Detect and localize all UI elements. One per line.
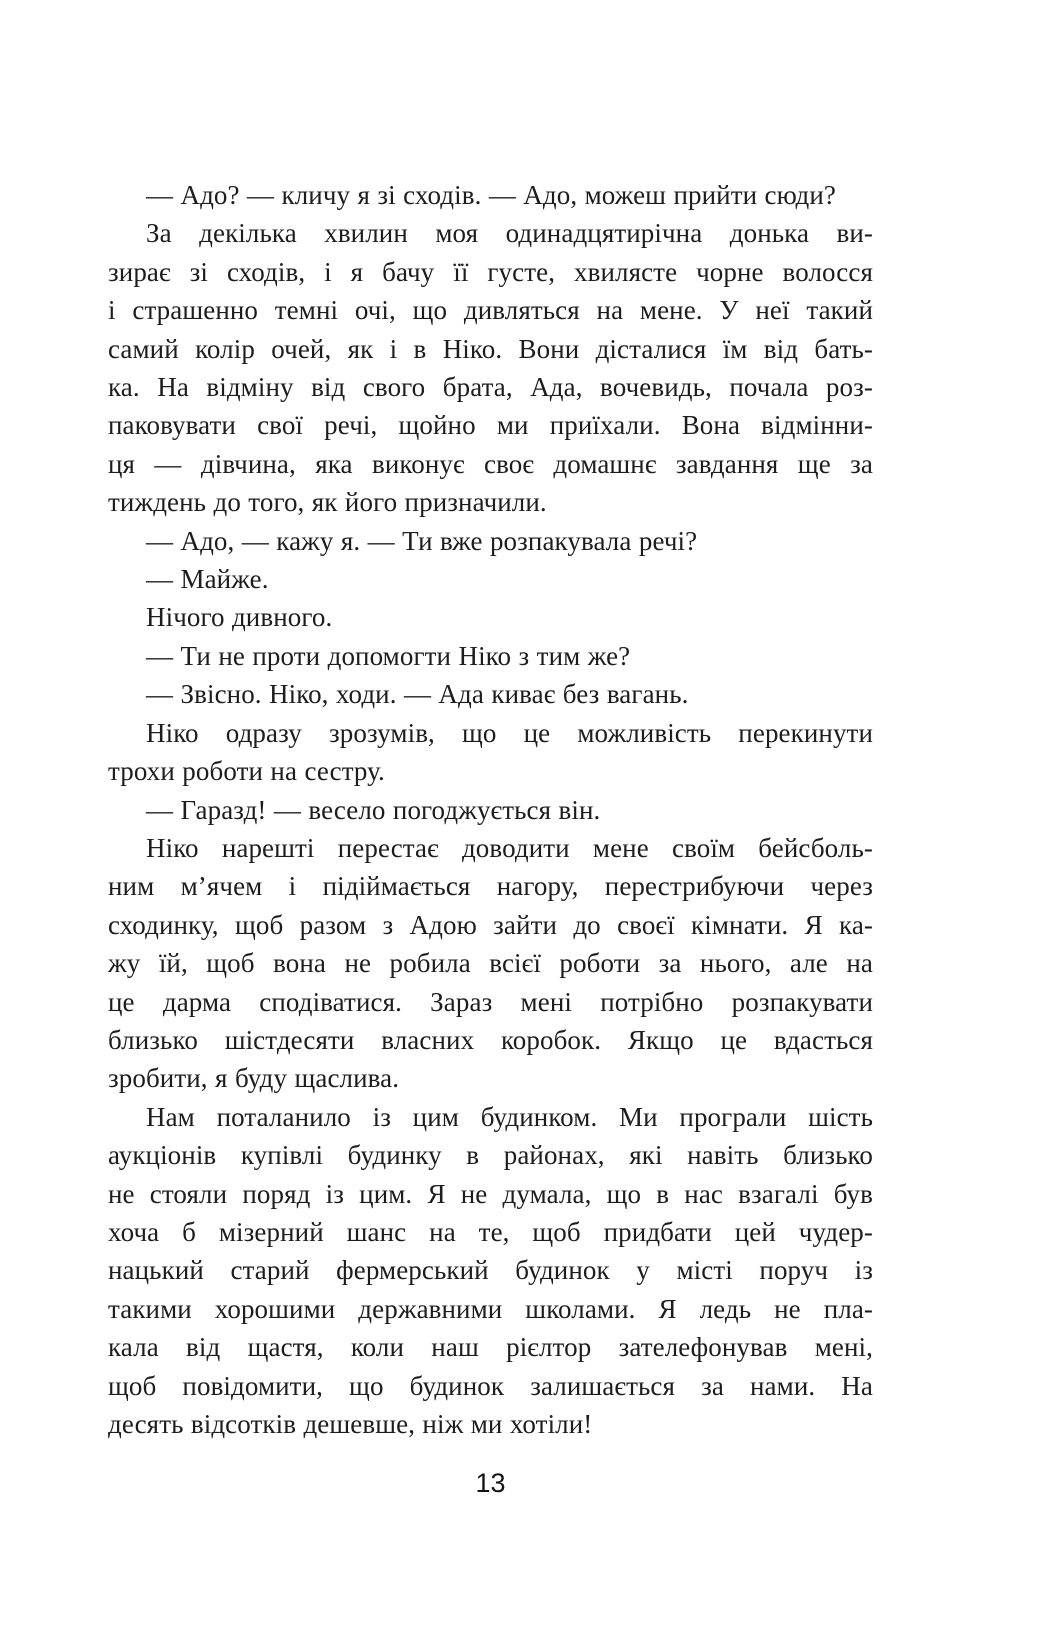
text-line: такими хорошими державними школами. Я ледь не пла- <box>108 1293 873 1324</box>
text-line: — Адо, — кажу я. — Ти вже розпакувала речі? <box>146 525 698 556</box>
text-line: — Майже. <box>146 564 269 595</box>
text-line: Ніко нарешті перестає доводити мене своїм бейсболь- <box>146 832 873 863</box>
text-line: паковувати свої речі, щойно ми приїхали. Вона відмінни- <box>108 410 873 441</box>
text-line: Ніко одразу зрозумів, що це можливість перекинути <box>146 717 873 748</box>
text-line: десять відсотків дешевше, ніж ми хотіли! <box>108 1409 593 1439</box>
text-line: не стояли поряд із цим. Я не думала, що в нас взагалі був <box>108 1178 873 1209</box>
text-line: і страшенно темні очі, що дивляться на мене. У неї такий <box>108 295 873 326</box>
text-line: Нічого дивного. <box>146 602 333 633</box>
page-number: 13 <box>475 1468 506 1498</box>
text-line: ця — дівчина, яка виконує своє домашнє завдання ще за <box>108 448 873 479</box>
text-line: зирає зі сходів, і я бачу її густе, хвилясте чорне волосся <box>108 256 873 287</box>
text-line: зробити, я буду щаслива. <box>108 1063 400 1094</box>
text-line: — Звісно. Ніко, ходи. — Ада киває без вагань. <box>146 679 689 710</box>
text-line: — Гаразд! — весело погоджується він. <box>146 794 601 825</box>
text-line: це дарма сподіватися. Зараз мені потрібно розпакувати <box>108 986 873 1017</box>
text-line: тиждень до того, як його призначили. <box>108 487 547 518</box>
text-line: самий колір очей, як і в Ніко. Вони дісталися їм від бать- <box>108 333 873 364</box>
text-line: — Адо? — кличу я зі сходів. — Адо, можеш прийти сюди? <box>146 180 836 210</box>
text-line: Нам поталанило із цим будинком. Ми програли шість <box>146 1101 873 1132</box>
text-line: жу їй, щоб вона не робила всієї роботи за нього, але на <box>108 948 873 979</box>
text-line: щоб повідомити, що будинок залишається за нами. На <box>108 1370 873 1401</box>
text-line: хоча б мізерний шанс на те, щоб придбати цей чудер- <box>108 1216 873 1247</box>
text-line: нацький старий фермерський будинок у місті поруч із <box>108 1255 873 1286</box>
text-line: — Ти не проти допомогти Ніко з тим же? <box>146 640 631 671</box>
text-block <box>108 176 873 1443</box>
text-line: трохи роботи на сестру. <box>108 756 385 787</box>
text-line: ним м’ячем і підіймається нагору, перестрибуючи через <box>108 871 873 902</box>
text-line: За декілька хвилин моя одинадцятирічна донька ви- <box>146 218 873 249</box>
text-line: аукціонів купівлі будинку в районах, які навіть близько <box>108 1140 873 1171</box>
text-line: ка. На відміну від свого брата, Ада, вочевидь, почала роз- <box>108 372 873 403</box>
text-line: близько шістдесяти власних коробок. Якщо це вдасться <box>108 1024 873 1055</box>
text-line: сходинку, щоб разом з Адою зайти до своєї кімнати. Я ка- <box>108 909 873 940</box>
text-line: кала від щастя, коли наш рієлтор зателефонував мені, <box>108 1332 873 1363</box>
